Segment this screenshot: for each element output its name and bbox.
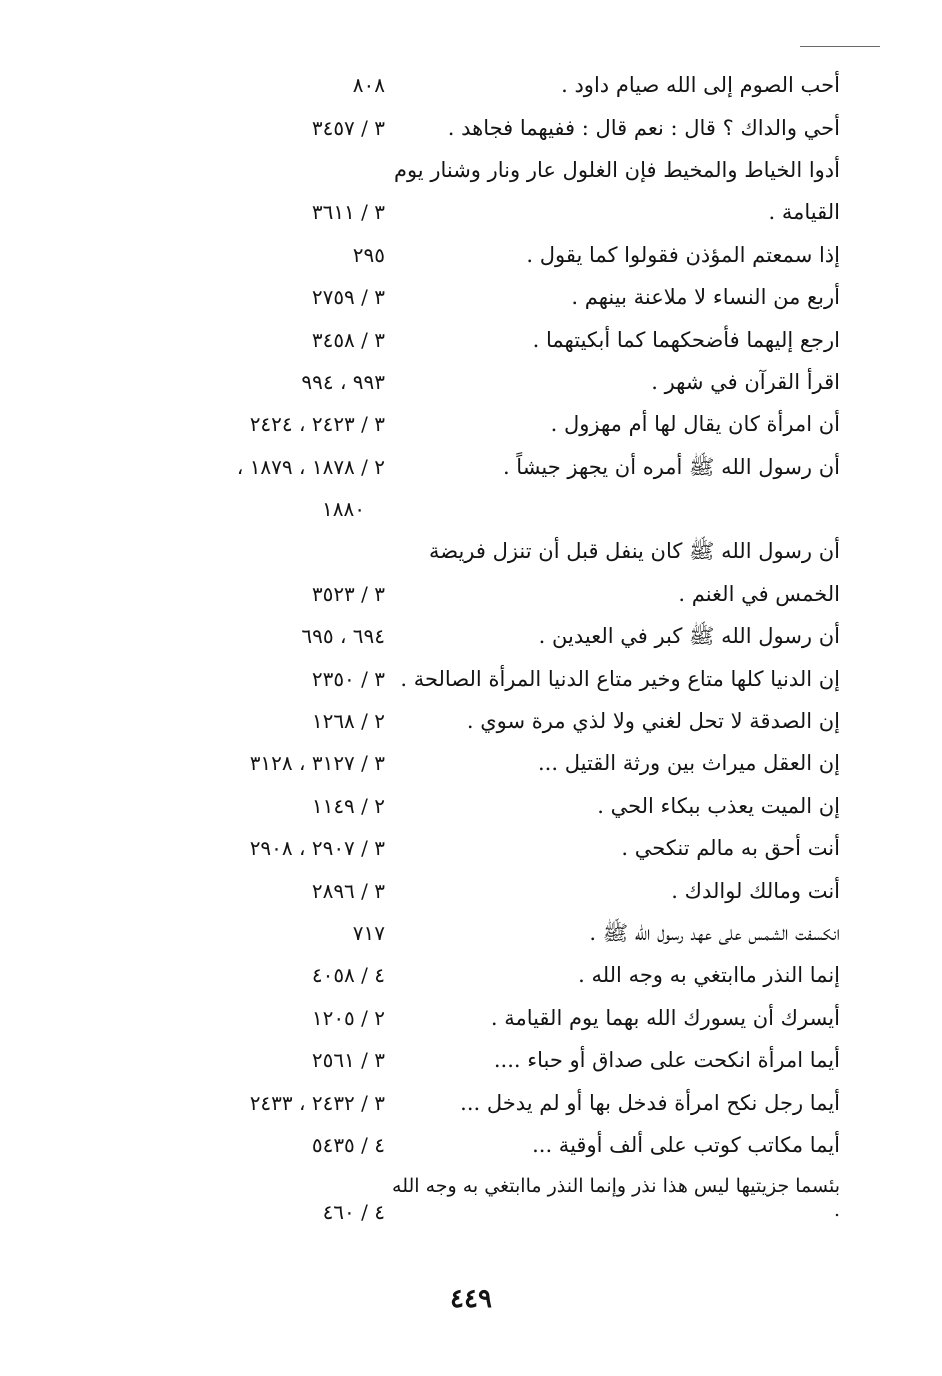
entry-text: أحب الصوم إلى الله صيام داود .: [561, 73, 840, 98]
index-entry: [150, 530, 840, 572]
index-entry: [150, 1166, 840, 1234]
index-entry-continuation: [150, 488, 840, 530]
entry-reference: ٩٩٣ ، ٩٩٤: [301, 369, 385, 394]
entry-text: إن الصدقة لا تحل لغني ولا لذي مرة سوي .: [466, 709, 840, 734]
entry-reference: ٤ / ٤٠٥٨: [311, 963, 385, 988]
entry-text: أن رسول الله ﷺ أمره أن يجهز جيشاً .: [502, 454, 840, 479]
entry-reference: ٢٩٥: [352, 242, 385, 267]
entry-text: إن الدنيا كلها متاع وخير متاع الدنيا المرأة الصالحة .: [400, 666, 840, 691]
entry-text: إن العقل ميراث بين ورثة القتيل ...: [538, 751, 840, 776]
index-entry: [150, 869, 840, 911]
index-entry: [150, 912, 840, 954]
entry-text: أنت أحق به مالم تنكحي .: [621, 836, 840, 861]
entry-text: أيما امرأة انكحت على صداق أو حباء ....: [493, 1048, 840, 1073]
entry-reference: ٣ / ٢٧٥٩: [311, 285, 385, 310]
index-entry: [150, 615, 840, 657]
entry-reference: ٣ / ٣٥٢٣: [311, 581, 385, 606]
entry-reference: ٧١٧: [352, 921, 385, 945]
index-entry: [150, 276, 840, 318]
entry-text: أيما رجل نكح امرأة فدخل بها أو لم يدخل ...: [460, 1090, 840, 1115]
entry-text: انكسفت الشمس على عهد رسول الله ﷺ .: [589, 921, 840, 945]
index-entry: [150, 318, 840, 360]
entry-text: أيما مكاتب كوتب على ألف أوقية ...: [532, 1132, 840, 1157]
entry-text: إنما النذر ماابتغي به وجه الله .: [578, 963, 840, 988]
entry-text: القيامة .: [768, 200, 840, 225]
index-entry: [150, 446, 840, 488]
top-rule: [800, 46, 880, 47]
index-entry: [150, 106, 840, 148]
entry-reference: ٣ / ٢٨٩٦: [311, 878, 385, 903]
entry-reference: ٣ / ٢٣٥٠: [311, 666, 385, 691]
index-list: [150, 64, 840, 1234]
entry-reference: ٣ / ٣٤٥٨: [311, 327, 385, 352]
entry-text: أيسرك أن يسورك الله بهما يوم القيامة .: [490, 1005, 840, 1030]
index-entry: [150, 64, 840, 106]
index-entry: [150, 1124, 840, 1166]
index-entry: [150, 1081, 840, 1123]
index-entry: [150, 149, 840, 191]
index-entry: [150, 827, 840, 869]
index-entry: [150, 573, 840, 615]
entry-reference: ٨٠٨: [352, 73, 385, 98]
entry-reference: ٣ / ٣١٢٧ ، ٣١٢٨: [249, 751, 385, 776]
entry-reference: ١٨٨٠: [322, 497, 365, 522]
entry-reference: ٤ / ٥٤٣٥: [311, 1132, 385, 1157]
entry-text: بئسما جزيتيها ليس هذا نذر وإنما النذر ماابتغي به وجه الله .: [392, 1175, 840, 1222]
entry-reference: ٢ / ١١٤٩: [311, 793, 385, 818]
entry-reference: ٦٩٤ ، ٦٩٥: [301, 624, 385, 649]
entry-reference: ٣ / ٣٦١١: [311, 200, 385, 225]
page-number: ٤٤٩: [450, 1284, 492, 1314]
index-entry: [150, 403, 840, 445]
entry-text: إذا سمعتم المؤذن فقولوا كما يقول .: [526, 242, 840, 267]
entry-text: أن رسول الله ﷺ كبر في العيدين .: [538, 624, 840, 649]
entry-reference: ٣ / ٢٥٦١: [311, 1048, 385, 1073]
entry-text: أن امرأة كان يقال لها أم مهزول .: [550, 412, 840, 437]
index-entry: [150, 954, 840, 996]
entry-text: إن الميت يعذب ببكاء الحي .: [597, 793, 840, 818]
entry-text: اقرأ القرآن في شهر .: [651, 369, 840, 394]
entry-reference: ٣ / ٢٤٢٣ ، ٢٤٢٤: [249, 412, 385, 437]
index-entry: [150, 234, 840, 276]
index-entry: [150, 742, 840, 784]
index-entry: [150, 1039, 840, 1081]
entry-reference: ٤ / ٤٦٠: [322, 1200, 385, 1225]
entry-text: الخمس في الغنم .: [678, 581, 840, 606]
entry-reference: ٢ / ١٢٠٥: [311, 1005, 385, 1030]
entry-text: أربع من النساء لا ملاعنة بينهم .: [571, 285, 840, 310]
entry-reference: ٣ / ٢٩٠٧ ، ٢٩٠٨: [249, 836, 385, 861]
index-entry: [150, 361, 840, 403]
entry-text: أن رسول الله ﷺ كان ينفل قبل أن تنزل فريضة: [428, 539, 840, 564]
entry-text: ارجع إليهما فأضحكهما كما أبكيتهما .: [532, 327, 840, 352]
entry-reference: ٢ / ١٢٦٨: [311, 709, 385, 734]
index-entry: [150, 191, 840, 233]
index-entry: [150, 997, 840, 1039]
entry-text: أدوا الخياط والمخيط فإن الغلول عار ونار وشنار يوم: [393, 157, 840, 182]
index-entry: [150, 657, 840, 699]
entry-reference: ٢ / ١٨٧٨ ، ١٨٧٩ ،: [236, 454, 385, 479]
entry-text: أحي والداك ؟ قال : نعم قال : ففيهما فجاهد .: [447, 115, 840, 140]
entry-reference: ٣ / ٢٤٣٢ ، ٢٤٣٣: [249, 1090, 385, 1115]
entry-reference: ٣ / ٣٤٥٧: [311, 115, 385, 140]
entry-text: أنت ومالك لوالدك .: [671, 878, 840, 903]
index-entry: [150, 785, 840, 827]
index-entry: [150, 700, 840, 742]
